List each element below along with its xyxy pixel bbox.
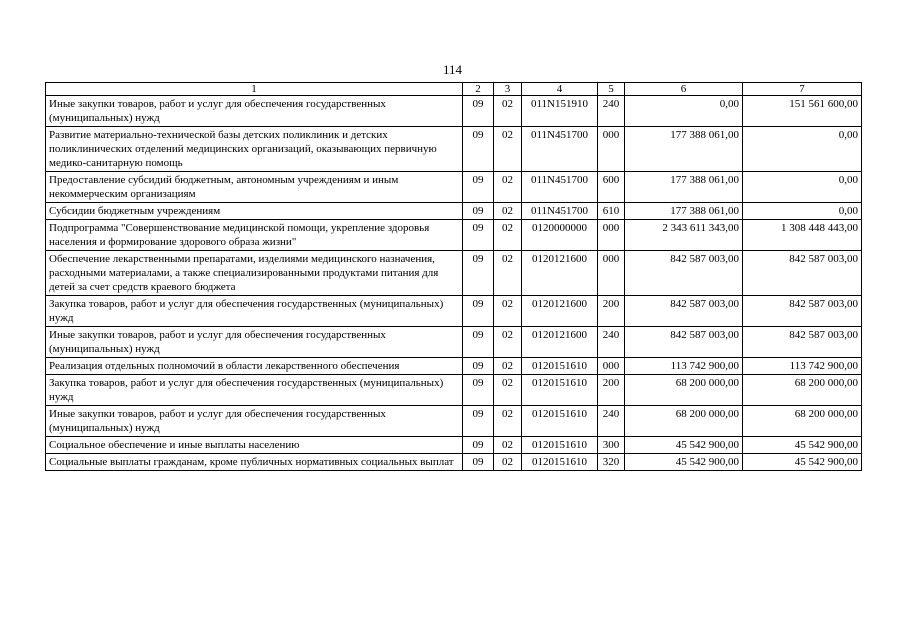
amount-column-6: 68 200 000,00	[625, 406, 743, 437]
amount-column-7: 0,00	[743, 127, 862, 172]
amount-column-7: 151 561 600,00	[743, 96, 862, 127]
amount-column-6: 113 742 900,00	[625, 358, 743, 375]
subsection-code: 02	[494, 127, 522, 172]
target-article-code: 0120121600	[522, 327, 598, 358]
expense-type-code: 240	[598, 96, 625, 127]
subsection-code: 02	[494, 454, 522, 471]
target-article-code: 011N451700	[522, 127, 598, 172]
subsection-code: 02	[494, 220, 522, 251]
section-code: 09	[463, 358, 494, 375]
amount-column-6: 68 200 000,00	[625, 375, 743, 406]
table-row	[46, 327, 862, 358]
amount-column-7: 45 542 900,00	[743, 454, 862, 471]
section-code: 09	[463, 296, 494, 327]
target-article-code: 0120151610	[522, 454, 598, 471]
section-code: 09	[463, 406, 494, 437]
section-code: 09	[463, 203, 494, 220]
expense-type-code: 240	[598, 406, 625, 437]
amount-column-7: 842 587 003,00	[743, 296, 862, 327]
column-header: 1	[46, 83, 463, 96]
section-code: 09	[463, 375, 494, 406]
amount-column-7: 0,00	[743, 172, 862, 203]
row-description: Обеспечение лекарственными препаратами, изделиями медицинского назначения, расходными материалами, а также специализированными продуктами питания для детей за счет средств краевого бюджета	[46, 251, 463, 296]
expense-type-code: 600	[598, 172, 625, 203]
table-row	[46, 127, 862, 172]
row-description: Социальные выплаты гражданам, кроме публичных нормативных социальных выплат	[46, 454, 463, 471]
amount-column-7: 68 200 000,00	[743, 406, 862, 437]
subsection-code: 02	[494, 358, 522, 375]
table-row	[46, 375, 862, 406]
section-code: 09	[463, 127, 494, 172]
table-row	[46, 296, 862, 327]
amount-column-6: 177 388 061,00	[625, 172, 743, 203]
target-article-code: 0120151610	[522, 375, 598, 406]
expense-type-code: 610	[598, 203, 625, 220]
target-article-code: 011N151910	[522, 96, 598, 127]
table-row	[46, 358, 862, 375]
amount-column-6: 45 542 900,00	[625, 437, 743, 454]
amount-column-7: 45 542 900,00	[743, 437, 862, 454]
amount-column-6: 842 587 003,00	[625, 251, 743, 296]
column-header: 2	[463, 83, 494, 96]
page-number: 114	[442, 62, 463, 77]
section-code: 09	[463, 172, 494, 203]
column-header: 6	[625, 83, 743, 96]
target-article-code: 011N451700	[522, 172, 598, 203]
section-code: 09	[463, 437, 494, 454]
table-row	[46, 203, 862, 220]
subsection-code: 02	[494, 203, 522, 220]
amount-column-6: 177 388 061,00	[625, 203, 743, 220]
row-description: Субсидии бюджетным учреждениям	[46, 203, 463, 220]
expense-type-code: 000	[598, 358, 625, 375]
table-row	[46, 96, 862, 127]
subsection-code: 02	[494, 251, 522, 296]
table-row	[46, 406, 862, 437]
expense-type-code: 000	[598, 251, 625, 296]
amount-column-6: 0,00	[625, 96, 743, 127]
column-header: 5	[598, 83, 625, 96]
amount-column-7: 68 200 000,00	[743, 375, 862, 406]
amount-column-6: 842 587 003,00	[625, 296, 743, 327]
amount-column-7: 0,00	[743, 203, 862, 220]
amount-column-7: 842 587 003,00	[743, 251, 862, 296]
subsection-code: 02	[494, 172, 522, 203]
subsection-code: 02	[494, 327, 522, 358]
target-article-code: 0120000000	[522, 220, 598, 251]
table-row	[46, 437, 862, 454]
subsection-code: 02	[494, 296, 522, 327]
subsection-code: 02	[494, 375, 522, 406]
subsection-code: 02	[494, 96, 522, 127]
amount-column-6: 177 388 061,00	[625, 127, 743, 172]
target-article-code: 0120151610	[522, 437, 598, 454]
target-article-code: 011N451700	[522, 203, 598, 220]
expense-type-code: 240	[598, 327, 625, 358]
budget-table	[45, 82, 862, 471]
section-code: 09	[463, 220, 494, 251]
row-description: Закупка товаров, работ и услуг для обеспечения государственных (муниципальных) нужд	[46, 296, 463, 327]
table-row	[46, 251, 862, 296]
row-description: Реализация отдельных полномочий в области лекарственного обеспечения	[46, 358, 463, 375]
section-code: 09	[463, 251, 494, 296]
expense-type-code: 320	[598, 454, 625, 471]
column-header: 3	[494, 83, 522, 96]
section-code: 09	[463, 327, 494, 358]
column-header: 4	[522, 83, 598, 96]
amount-column-6: 45 542 900,00	[625, 454, 743, 471]
row-description: Иные закупки товаров, работ и услуг для обеспечения государственных (муниципальных) нужд	[46, 96, 463, 127]
table-header-row	[46, 83, 862, 96]
expense-type-code: 000	[598, 127, 625, 172]
row-description: Предоставление субсидий бюджетным, автономным учреждениям и иным некоммерческим организациям	[46, 172, 463, 203]
expense-type-code: 200	[598, 375, 625, 406]
table-row	[46, 220, 862, 251]
row-description: Развитие материально-технической базы детских поликлиник и детских поликлинических отделений медицинских организаций, оказывающих первичную медико-санитарную помощь	[46, 127, 463, 172]
subsection-code: 02	[494, 437, 522, 454]
amount-column-7: 113 742 900,00	[743, 358, 862, 375]
amount-column-7: 842 587 003,00	[743, 327, 862, 358]
section-code: 09	[463, 454, 494, 471]
table-row	[46, 454, 862, 471]
amount-column-6: 842 587 003,00	[625, 327, 743, 358]
amount-column-6: 2 343 611 343,00	[625, 220, 743, 251]
expense-type-code: 200	[598, 296, 625, 327]
column-header: 7	[743, 83, 862, 96]
expense-type-code: 300	[598, 437, 625, 454]
subsection-code: 02	[494, 406, 522, 437]
target-article-code: 0120121600	[522, 251, 598, 296]
expense-type-code: 000	[598, 220, 625, 251]
target-article-code: 0120121600	[522, 296, 598, 327]
section-code: 09	[463, 96, 494, 127]
target-article-code: 0120151610	[522, 406, 598, 437]
row-description: Закупка товаров, работ и услуг для обеспечения государственных (муниципальных) нужд	[46, 375, 463, 406]
table-row	[46, 172, 862, 203]
row-description: Иные закупки товаров, работ и услуг для обеспечения государственных (муниципальных) нужд	[46, 327, 463, 358]
target-article-code: 0120151610	[522, 358, 598, 375]
row-description: Подпрограмма "Совершенствование медицинской помощи, укрепление здоровья населения и формирование здорового образа жизни"	[46, 220, 463, 251]
amount-column-7: 1 308 448 443,00	[743, 220, 862, 251]
row-description: Социальное обеспечение и иные выплаты населению	[46, 437, 463, 454]
row-description: Иные закупки товаров, работ и услуг для обеспечения государственных (муниципальных) нужд	[46, 406, 463, 437]
